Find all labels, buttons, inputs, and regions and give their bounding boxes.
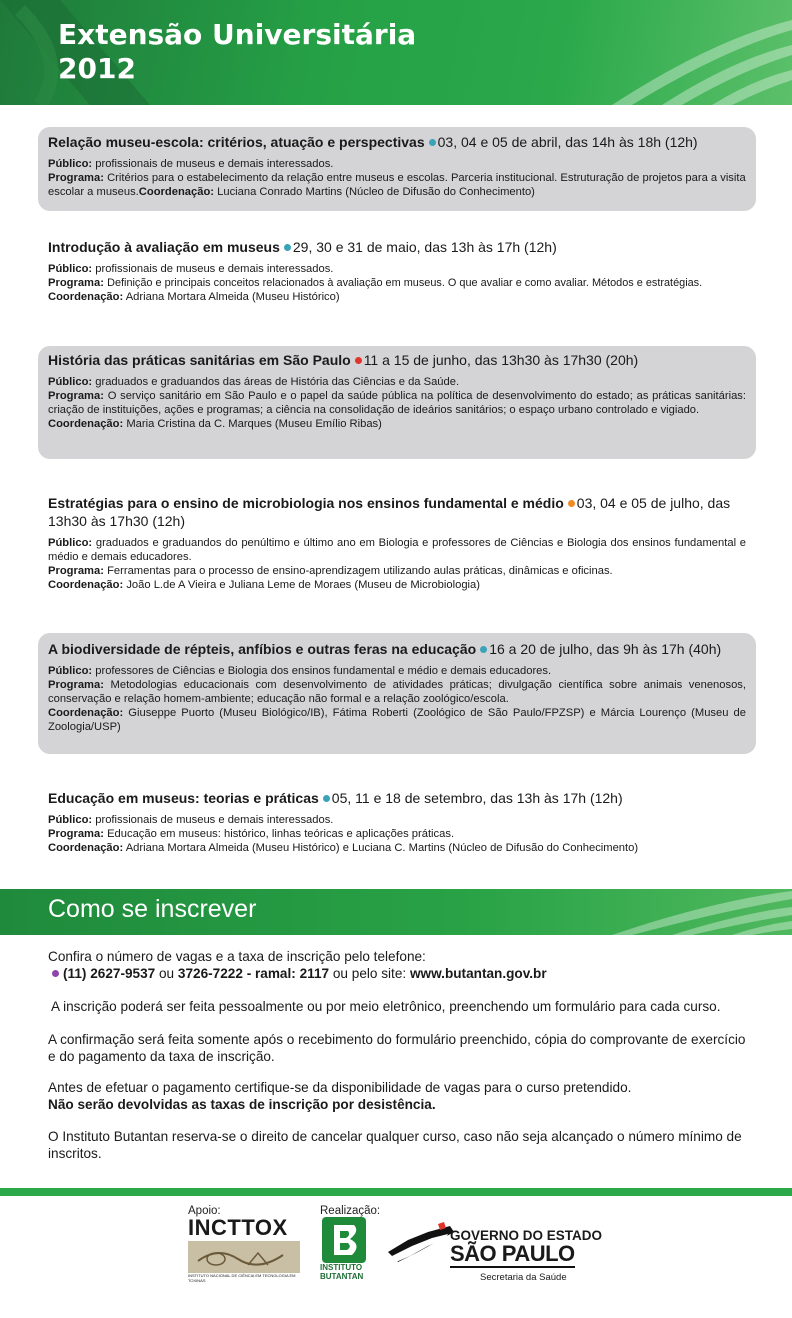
course-coordinator: Adriana Mortara Almeida (Museu Histórico) bbox=[125, 291, 340, 303]
course-title: Educação em museus: teorias e práticas bbox=[48, 790, 319, 806]
governo-line2: SÃO PAULO bbox=[450, 1241, 575, 1266]
course-audience: profissionais de museus e demais interessados. bbox=[95, 158, 334, 170]
course-details bbox=[48, 813, 746, 855]
course-coordinator: Adriana Mortara Almeida (Museu Histórico) e Luciana C. Martins (Núcleo de Difusão do Conhecimento) bbox=[125, 842, 639, 854]
course-card bbox=[38, 238, 756, 304]
course-details bbox=[48, 157, 746, 199]
butantan-line1: INSTITUTO bbox=[320, 1263, 363, 1272]
section-title: Como se inscrever bbox=[48, 895, 257, 923]
programa-label: Programa: bbox=[48, 679, 104, 691]
website-link[interactable]: www.butantan.gov.br bbox=[409, 966, 547, 981]
course-dates: 29, 30 e 31 de maio, das 13h às 17h (12h) bbox=[292, 239, 557, 255]
phone-number-1: (11) 2627-9537 bbox=[63, 966, 156, 981]
butantan-logo-icon bbox=[320, 1217, 368, 1263]
course-audience: professores de Ciências e Biologia dos ensinos fundamental e médio e demais educadores. bbox=[95, 665, 552, 677]
header-banner bbox=[0, 0, 792, 105]
course-title-line bbox=[48, 789, 746, 807]
butantan-name bbox=[320, 1263, 385, 1281]
registration-contact bbox=[48, 948, 748, 982]
page-title bbox=[58, 18, 416, 86]
apoio-logo-block bbox=[188, 1205, 303, 1283]
publico-label: Público: bbox=[48, 814, 93, 826]
course-title-line bbox=[48, 494, 746, 530]
course-audience: graduados e graduandos das áreas de História das Ciências e da Saúde. bbox=[95, 376, 460, 388]
title-year: 2012 bbox=[58, 52, 136, 85]
course-program: Definição e principais conceitos relacionados à avaliação em museus. O que avaliar e como avaliar. Métodos e estratégias. bbox=[107, 277, 703, 289]
course-coordinator: Giuseppe Puorto (Museu Biológico/IB), Fátima Roberti (Zoológico de São Paulo/FPZSP) e Márcia Lourenço (Museu de Zoologia/USP) bbox=[48, 707, 746, 733]
programa-label: Programa: bbox=[48, 172, 104, 184]
butantan-line2: BUTANTAN bbox=[320, 1272, 364, 1281]
apoio-label: Apoio: bbox=[188, 1205, 221, 1217]
incttox-subtitle: INSTITUTO NACIONAL DE CIÊNCIA EM TECNOLOGIA EM TOXINAS bbox=[188, 1273, 296, 1283]
registration-paragraph: A confirmação será feita somente após o recebimento do formulário preenchido, cópia do comprovante de exercício e do pagamento da taxa de inscrição. bbox=[48, 1032, 746, 1064]
registration-header bbox=[0, 889, 792, 935]
site-prefix: ou pelo site: bbox=[332, 966, 407, 981]
contact-intro: Confira o número de vagas e a taxa de inscrição pelo telefone: bbox=[48, 949, 426, 964]
phone-number-2: 3726-7222 - ramal: 2117 bbox=[177, 966, 330, 981]
or-text: ou bbox=[159, 966, 175, 981]
course-coordinator: Luciana Conrado Martins (Núcleo de Difusão do Conhecimento) bbox=[217, 186, 535, 198]
course-program: Critérios para o estabelecimento da relação entre museus e escolas. Parceria institucional. Estruturação de projetos para a visita escolar a museus. bbox=[48, 172, 746, 198]
coordenacao-label: Coordenação: bbox=[138, 186, 215, 198]
sao-paulo-map-icon bbox=[388, 1222, 458, 1270]
payment-note: Antes de efetuar o pagamento certifique-se da disponibilidade de vagas para o curso pretendido. bbox=[48, 1080, 632, 1095]
bullet-dot-icon bbox=[355, 357, 362, 364]
registration-paragraph: A inscrição poderá ser feita pessoalmente ou por meio eletrônico, preenchendo um formulário para cada curso. bbox=[51, 999, 721, 1014]
coordenacao-label: Coordenação: bbox=[48, 707, 124, 719]
course-title-line bbox=[48, 351, 746, 369]
registration-paragraph bbox=[48, 1079, 748, 1113]
course-title: A biodiversidade de répteis, anfíbios e outras feras na educação bbox=[48, 641, 477, 657]
programa-label: Programa: bbox=[48, 828, 104, 840]
title-line-1: Extensão Universitária bbox=[58, 18, 417, 51]
bullet-dot-icon bbox=[284, 244, 291, 251]
course-title: Relação museu-escola: critérios, atuação e perspectivas bbox=[48, 134, 425, 150]
publico-label: Público: bbox=[48, 376, 93, 388]
course-title: Introdução à avaliação em museus bbox=[48, 239, 280, 255]
course-title-line bbox=[48, 133, 746, 151]
registration-paragraph: O Instituto Butantan reserva-se o direito de cancelar qualquer curso, caso não seja alcançado o número mínimo de inscritos. bbox=[48, 1129, 742, 1161]
refund-warning: Não serão devolvidas as taxas de inscrição por desistência. bbox=[48, 1097, 436, 1112]
course-coordinator: João L.de A Vieira e Juliana Leme de Moraes (Museu de Microbiologia) bbox=[126, 579, 480, 591]
bullet-dot-icon bbox=[480, 646, 487, 653]
course-title-line bbox=[48, 238, 746, 256]
coordenacao-label: Coordenação: bbox=[48, 842, 124, 854]
course-dates: 03, 04 e 05 de abril, das 14h às 18h (12h) bbox=[437, 134, 698, 150]
bullet-dot-icon bbox=[568, 500, 575, 507]
course-audience: profissionais de museus e demais interessados. bbox=[95, 263, 334, 275]
coordenacao-label: Coordenação: bbox=[48, 579, 124, 591]
course-program: Ferramentas para o processo de ensino-aprendizagem utilizando aulas práticas, dinâmicas e oficinas. bbox=[107, 565, 613, 577]
coordenacao-label: Coordenação: bbox=[48, 291, 124, 303]
course-dates: 03, 04 e 05 de julho, das 13h30 às 17h30 (12h) bbox=[48, 495, 731, 529]
decorative-stripes-icon bbox=[492, 0, 792, 105]
course-coordinator: Maria Cristina da C. Marques (Museu Emílio Ribas) bbox=[126, 418, 382, 430]
programa-label: Programa: bbox=[48, 277, 104, 289]
programa-label: Programa: bbox=[48, 390, 104, 402]
course-details bbox=[48, 262, 746, 304]
governo-line1: GOVERNO DO ESTADO bbox=[450, 1228, 603, 1243]
course-audience: profissionais de museus e demais interessados. bbox=[95, 814, 334, 826]
course-card bbox=[38, 346, 756, 459]
course-title-line bbox=[48, 640, 746, 658]
course-program: Educação em museus: histórico, linhas teóricas e aplicações práticas. bbox=[107, 828, 455, 840]
course-title: História das práticas sanitárias em São Paulo bbox=[48, 352, 351, 368]
course-dates: 11 a 15 de junho, das 13h30 às 17h30 (20h) bbox=[363, 352, 639, 368]
course-details bbox=[48, 536, 746, 592]
realizacao-logo-block bbox=[320, 1205, 385, 1281]
course-details bbox=[48, 664, 746, 734]
footer-divider bbox=[0, 1188, 792, 1196]
governo-subtitle: Secretaria da Saúde bbox=[480, 1272, 567, 1283]
publico-label: Público: bbox=[48, 665, 93, 677]
course-program: O serviço sanitário em São Paulo e o papel da saúde pública na política de desenvolvimento do estado; as práticas sanitárias: criação de instituições, ações e programas; a ciência na consolidação de ideários sanitários; o espaço urbano controlado e vigiado. bbox=[48, 390, 746, 416]
course-card bbox=[38, 633, 756, 754]
bullet-dot-icon bbox=[52, 970, 59, 977]
publico-label: Público: bbox=[48, 537, 93, 549]
incttox-logo: INCTTOX bbox=[188, 1215, 288, 1240]
course-dates: 16 a 20 de julho, das 9h às 17h (40h) bbox=[489, 641, 722, 657]
course-program: Metodologias educacionais com desenvolvimento de atividades práticas; divulgação científica sobre animais venenosos, conservação e relação homem-ambiente; educação não formal e a relação zoológico/escola. bbox=[48, 679, 747, 705]
course-audience: graduados e graduandos do penúltimo e último ano em Biologia e professores de Ciências e Biologia dos ensinos fundamental e médio e demais educadores. bbox=[48, 537, 746, 563]
programa-label: Programa: bbox=[48, 565, 104, 577]
course-dates: 05, 11 e 18 de setembro, das 13h às 17h (12h) bbox=[331, 790, 623, 806]
course-card bbox=[38, 789, 756, 855]
course-card bbox=[38, 494, 756, 592]
realizacao-label: Realização: bbox=[320, 1205, 381, 1217]
course-card bbox=[38, 127, 756, 211]
course-title: Estratégias para o ensino de microbiologia nos ensinos fundamental e médio bbox=[48, 495, 564, 511]
incttox-emblem-icon bbox=[188, 1241, 300, 1273]
publico-label: Público: bbox=[48, 158, 93, 170]
bullet-dot-icon bbox=[323, 795, 330, 802]
course-details bbox=[48, 375, 746, 431]
publico-label: Público: bbox=[48, 263, 93, 275]
coordenacao-label: Coordenação: bbox=[48, 418, 124, 430]
bullet-dot-icon bbox=[429, 139, 436, 146]
decorative-stripes-icon bbox=[532, 889, 792, 935]
